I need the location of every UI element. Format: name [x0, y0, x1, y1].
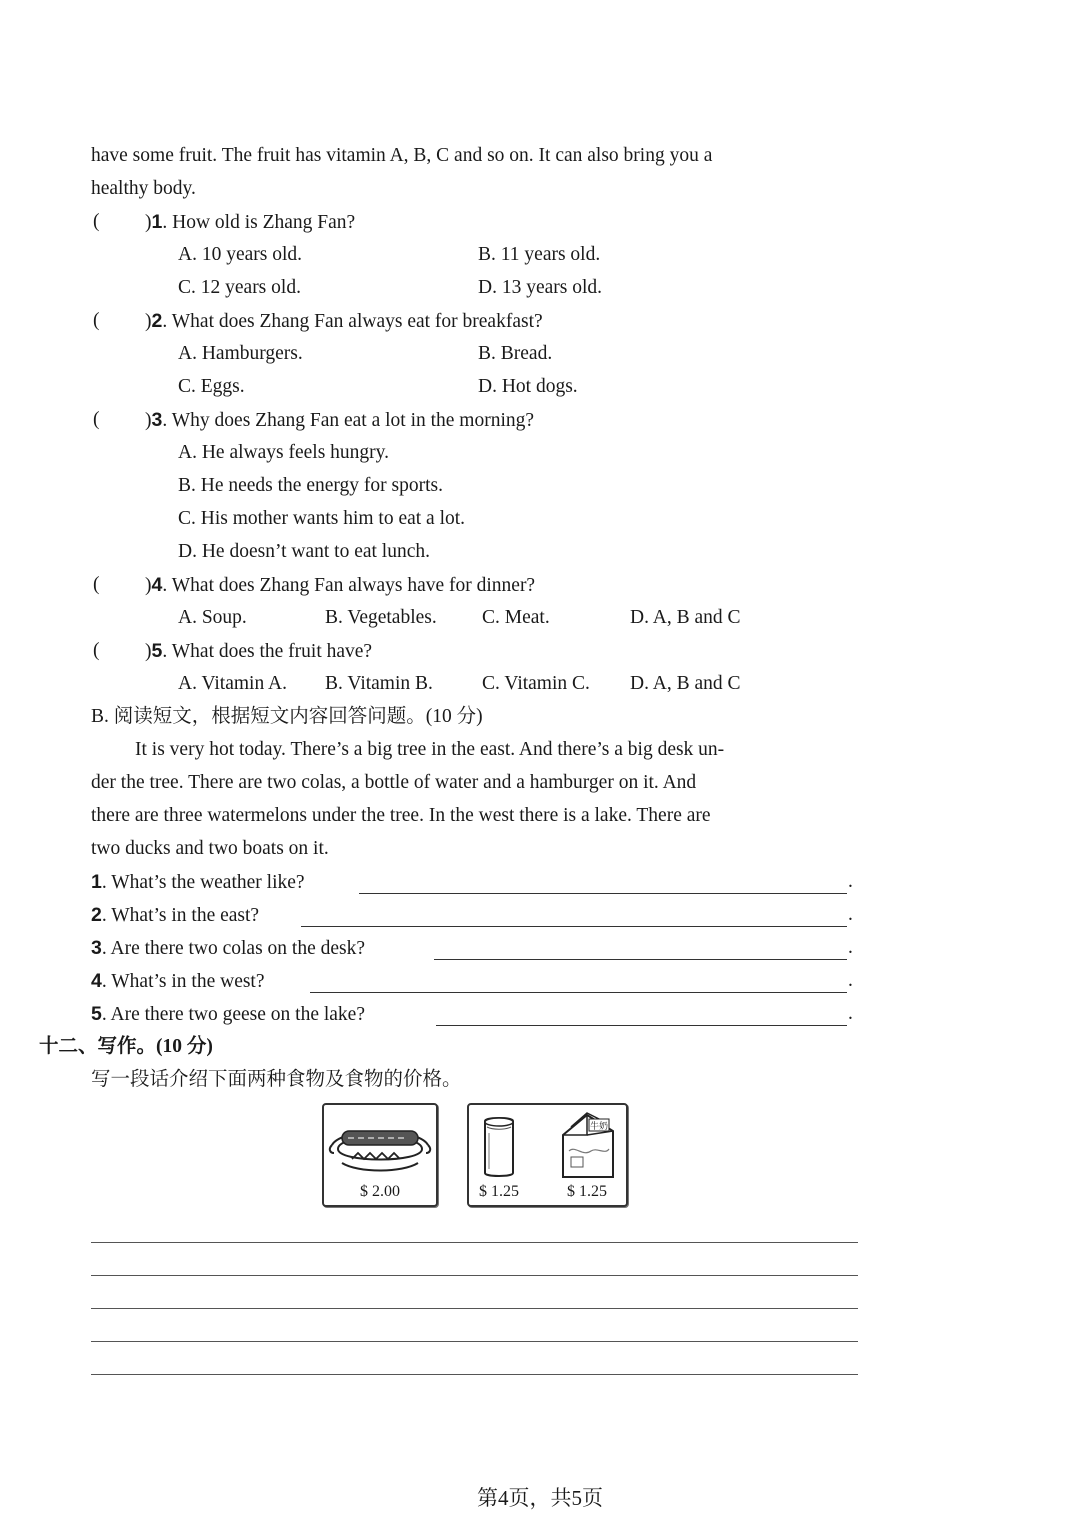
period: . — [848, 904, 853, 925]
hotdog-icon — [328, 1123, 432, 1175]
option: A. Vitamin A. — [178, 673, 287, 694]
passage-line: there are three watermelons under the tree. In the west there is a lake. There are — [91, 805, 711, 826]
question-bracket: ( — [93, 211, 100, 232]
answer-blank[interactable] — [310, 992, 847, 993]
hotdog-price: $ 2.00 — [360, 1183, 400, 1200]
cola-price: $ 1.25 — [479, 1183, 519, 1200]
cola-can-icon — [481, 1115, 517, 1179]
question-4: )4. What does Zhang Fan always have for dinner? — [145, 574, 536, 596]
option: C. Meat. — [482, 607, 550, 628]
option: A. 10 years old. — [178, 244, 303, 265]
option: A. He always feels hungry. — [178, 442, 390, 463]
option: B. He needs the energy for sports. — [178, 475, 443, 496]
carton-label: 牛奶 — [589, 1122, 609, 1132]
writing-line[interactable] — [91, 1374, 858, 1375]
option: D. A, B and C — [630, 673, 741, 694]
answer-blank[interactable] — [436, 1025, 847, 1026]
period: . — [848, 937, 853, 958]
option: D. He doesn’t want to eat lunch. — [178, 541, 430, 562]
question-2: )2. What does Zhang Fan always eat for breakfast? — [145, 310, 543, 332]
hotdog-card — [322, 1103, 438, 1207]
question-3: )3. Why does Zhang Fan eat a lot in the morning? — [145, 409, 535, 431]
question-bracket: ( — [93, 310, 100, 331]
option: C. Eggs. — [178, 376, 245, 397]
b-question-4: 4. What’s in the west? — [91, 970, 265, 992]
option: C. 12 years old. — [178, 277, 301, 298]
passage-line: have some fruit. The fruit has vitamin A, B, C and so on. It can also bring you a — [91, 145, 713, 166]
option: B. 11 years old. — [478, 244, 601, 265]
option: D. 13 years old. — [478, 277, 603, 298]
writing-line[interactable] — [91, 1275, 858, 1276]
passage-line: It is very hot today. There’s a big tree in the east. And there’s a big desk un- — [135, 739, 725, 760]
b-question-3: 3. Are there two colas on the desk? — [91, 937, 366, 959]
option: D. A, B and C — [630, 607, 741, 628]
b-question-2: 2. What’s in the east? — [91, 904, 260, 926]
answer-blank[interactable] — [434, 959, 847, 960]
milk-price: $ 1.25 — [567, 1183, 607, 1200]
option: B. Vitamin B. — [325, 673, 433, 694]
writing-line[interactable] — [91, 1341, 858, 1342]
option: A. Hamburgers. — [178, 343, 303, 364]
b-question-1: 1. What’s the weather like? — [91, 871, 305, 893]
option: D. Hot dogs. — [478, 376, 578, 397]
passage-line: healthy body. — [91, 178, 196, 199]
option: A. Soup. — [178, 607, 247, 628]
option: B. Bread. — [478, 343, 553, 364]
writing-line[interactable] — [91, 1242, 858, 1243]
answer-blank[interactable] — [359, 893, 847, 894]
writing-heading: 十二、写作。(10 分) — [39, 1036, 213, 1057]
question-1: )1. How old is Zhang Fan? — [145, 211, 356, 233]
writing-line[interactable] — [91, 1308, 858, 1309]
section-b-heading: B. 阅读短文，根据短文内容回答问题。(10 分) — [91, 706, 483, 727]
page-number: 第4页，共5页 — [477, 1486, 603, 1510]
passage-line: two ducks and two boats on it. — [91, 838, 329, 859]
question-5: )5. What does the fruit have? — [145, 640, 373, 662]
answer-blank[interactable] — [301, 926, 847, 927]
drinks-card — [467, 1103, 628, 1207]
milk-carton-icon — [557, 1109, 619, 1181]
option: C. Vitamin C. — [482, 673, 590, 694]
option: C. His mother wants him to eat a lot. — [178, 508, 466, 529]
question-bracket: ( — [93, 409, 100, 430]
passage-line: der the tree. There are two colas, a bottle of water and a hamburger on it. And — [91, 772, 697, 793]
writing-instruction: 写一段话介绍下面两种食物及食物的价格。 — [91, 1069, 462, 1090]
period: . — [848, 1003, 853, 1024]
option: B. Vegetables. — [325, 607, 437, 628]
b-question-5: 5. Are there two geese on the lake? — [91, 1003, 365, 1025]
question-bracket: ( — [93, 640, 100, 661]
period: . — [848, 970, 853, 991]
period: . — [848, 871, 853, 892]
question-bracket: ( — [93, 574, 100, 595]
